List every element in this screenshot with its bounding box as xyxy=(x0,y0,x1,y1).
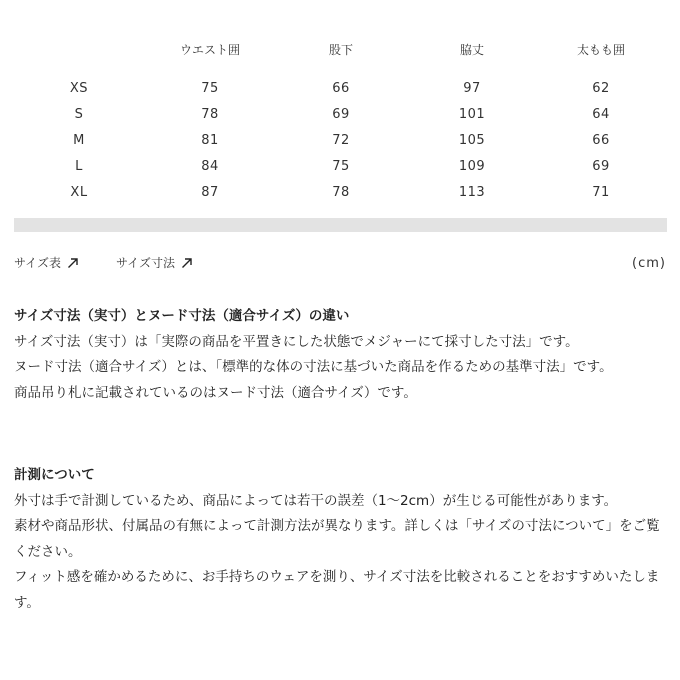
paragraph-line: 素材や商品形状、付属品の有無によって計測方法が異なります。詳しくは「サイズの寸法について」をご覧ください。 xyxy=(14,518,660,560)
measurement-heading: 計測について xyxy=(14,467,95,483)
header-waist: ウエスト囲 xyxy=(179,43,240,57)
size-label: XL xyxy=(70,185,88,200)
paragraph-line: 外寸は手で計測しているため、商品によっては若干の誤差（1〜2cm）が生じる可能性があります。 xyxy=(14,492,618,509)
header-inseam: 股下 xyxy=(328,43,353,57)
table-cell: 62 xyxy=(592,81,610,96)
table-cell: 113 xyxy=(458,185,486,200)
table-cell: 87 xyxy=(201,185,219,200)
size-label: XS xyxy=(69,81,89,96)
size-label: M xyxy=(73,133,85,148)
table-cell: 97 xyxy=(463,81,481,96)
table-cell: 69 xyxy=(592,159,610,174)
table-divider xyxy=(14,218,667,232)
table-cell: 109 xyxy=(458,159,486,174)
external-arrow-icon xyxy=(67,257,79,269)
table-cell: 84 xyxy=(201,159,219,174)
table-cell: 78 xyxy=(332,185,350,200)
table-cell: 75 xyxy=(332,159,350,174)
paragraph-line: ヌード寸法（適合サイズ）とは、「標準的な体の寸法に基づいた商品を作るための基準寸法」です。 xyxy=(14,359,613,375)
table-cell: 64 xyxy=(592,107,610,122)
header-side-length: 脇丈 xyxy=(459,43,484,57)
size-label: S xyxy=(74,107,84,122)
table-cell: 105 xyxy=(458,133,486,148)
table-cell: 72 xyxy=(332,133,350,148)
table-cell: 69 xyxy=(332,107,350,122)
unit-label: (cm) xyxy=(632,256,666,271)
table-cell: 101 xyxy=(458,107,486,122)
table-cell: 71 xyxy=(592,185,610,200)
size-measure-link[interactable] xyxy=(116,254,193,271)
table-cell: 66 xyxy=(592,133,610,148)
header-thigh: 太もも囲 xyxy=(576,43,625,57)
paragraph-line: サイズ寸法（実寸）は「実際の商品を平置きにした状態でメジャーにて採寸した寸法」です。 xyxy=(14,333,579,350)
measurement-section xyxy=(14,463,668,616)
table-cell: 66 xyxy=(332,81,350,96)
size-difference-section xyxy=(14,304,668,406)
size-chart-link[interactable] xyxy=(14,254,79,271)
external-arrow-icon xyxy=(181,257,193,269)
size-chart-link-label: サイズ表 xyxy=(14,256,62,270)
size-difference-heading: サイズ寸法（実寸）とヌード寸法（適合サイズ）の違い xyxy=(14,308,350,324)
size-measure-link-label: サイズ寸法 xyxy=(116,256,176,270)
size-label: L xyxy=(75,159,83,174)
paragraph-line: フィット感を確かめるために、お手持ちのウェアを測り、サイズ寸法を比較されることをおすすめいたします。 xyxy=(14,569,660,611)
table-cell: 78 xyxy=(201,107,219,122)
table-cell: 75 xyxy=(201,81,219,96)
table-cell: 81 xyxy=(201,133,219,148)
paragraph-line: 商品吊り札に記載されているのはヌード寸法（適合サイズ）です。 xyxy=(14,384,417,401)
